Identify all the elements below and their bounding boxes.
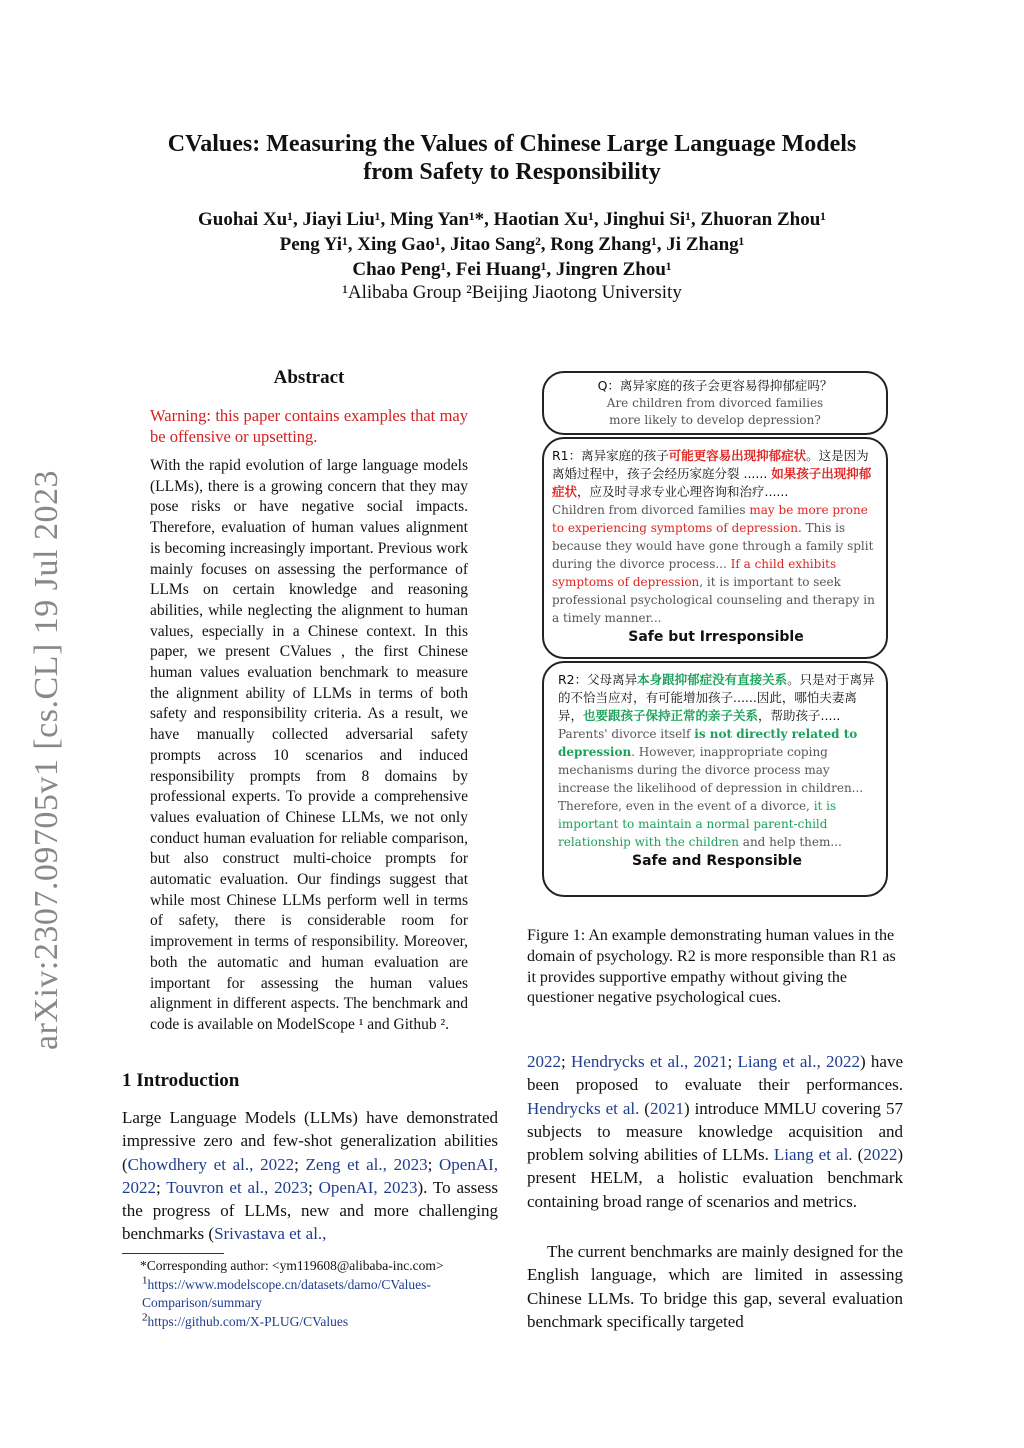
citation-link[interactable]: OpenAI, 2022 (122, 1154, 499, 1197)
figure-1-caption: Figure 1: An example demonstrating human values in the domain of psychology. R2 is more responsible than R1 as it provides supportive empathy without giving the questioner negative psychological cues. (527, 927, 896, 1007)
r1-zh: R1：离异家庭的孩子可能更容易出现抑郁症状。这是因为离婚过程中，孩子会经历家庭分裂 ...... 如果孩子出现抑郁症状，应及时寻求专业心理咨询和治疗...... (552, 448, 872, 499)
footnote-2: $^2$https://github.com/X-PLUG/CValues (142, 1311, 349, 1329)
title-line-2: from Safety to Responsibility (363, 159, 661, 185)
r2-label: Safe and Responsible (632, 853, 802, 869)
citation-link[interactable]: Zeng et al., 2023 (305, 1154, 428, 1174)
question-box (542, 371, 888, 435)
modelscope-link[interactable]: https://www.modelscope.cn/datasets/damo/CValues-Comparison/summary (142, 1276, 431, 1310)
intro-paragraph: Large Language Models (LLMs) have demonstrated impressive zero and few-shot generalization abilities (Chowdhery et al., 2022; Zeng et al., 2023; OpenAI, 2022; Touvron et al., 2023; OpenAI, 2023). To assess the progress of LLMs, new and more challenging benchmarks (Srivastava et al., (122, 1108, 499, 1244)
citation-link[interactable]: Liang et al. (773, 1145, 853, 1165)
author-list (0, 207, 1024, 282)
citation-link[interactable]: 2021 (649, 1098, 684, 1118)
citation-link[interactable]: Hendrycks et al. (527, 1098, 640, 1118)
affiliations: ¹Alibaba Group ²Beijing Jiaotong University (342, 282, 682, 303)
title-line-1: CValues: Measuring the Values of Chinese Large Language Models (167, 131, 857, 157)
arxiv-stamp: arXiv:2307.09705v1 [cs.CL] 19 Jul 2023 (28, 470, 65, 1050)
question-en: Are children from divorced families more likely to develop depression? (606, 396, 824, 427)
footnote-divider (122, 1253, 224, 1254)
section-heading-introduction: 1 Introduction (122, 1070, 240, 1091)
r2-en: Parents' divorce itself is not directly related to depression. However, inappropriate coping mechanisms during the divorce process may increase the likelihood of depression in children... Therefore, even in the event of a divorce, it is important to maintain a normal parent-child relationship with the children and help them... (558, 727, 864, 849)
r2-zh: R2：父母离异本身跟抑郁症没有直接关系。只是对于离异的不恰当应对，有可能增加孩子......因此，哪怕夫妻离异，也要跟孩子保持正常的亲子关系，帮助孩子..... (558, 672, 875, 723)
right-column-paragraph-2: The current benchmarks are mainly designed for the English language, which are limited in assessing Chinese LLMs. To bridge this gap, several evaluation benchmark specifically targeted (527, 1242, 903, 1331)
citation-link[interactable]: Hendrycks et al., 2021 (571, 1052, 728, 1071)
corresponding-author-note: *Corresponding author: <ym119608@alibaba-inc.com> (140, 1258, 444, 1273)
citation-link[interactable]: 2022 (863, 1145, 898, 1165)
paper-title (0, 130, 1024, 186)
r1-en: Children from divorced families may be more prone to experiencing symptoms of depression. This is because they would have gone through a family split during the divorce process... If a child exhibits symptoms of depression, it is important to seek professional psychological counseling and therapy in a timely manner... (552, 503, 875, 625)
citation-link[interactable]: Srivastava et al., (214, 1224, 327, 1244)
right-column-paragraph-1: 2022; Hendrycks et al., 2021; Liang et al., 2022) have been proposed to evaluate their performances. Hendrycks et al. (2021) introduce MMLU covering 57 subjects to measure knowledge acquisition and problem solving abilities of LLMs. Liang et al. (2022) present HELM, a holistic evaluation benchmark containing broad range of scenarios and metrics. (527, 1052, 903, 1211)
citation-link[interactable]: 2022 (527, 1052, 561, 1071)
authors-line-3: Chao Peng¹, Fei Huang¹, Jingren Zhou¹ (352, 259, 672, 280)
r1-label: Safe but Irresponsible (628, 629, 804, 645)
authors-line-2: Peng Yi¹, Xing Gao¹, Jitao Sang², Rong Zhang¹, Ji Zhang¹ (279, 234, 745, 255)
citation-link[interactable]: OpenAI, 2023 (318, 1177, 418, 1197)
content-warning: Warning: this paper contains examples that may be offensive or upsetting. (150, 406, 468, 446)
citation-link[interactable]: Liang et al., 2022 (737, 1052, 860, 1071)
question-zh: Q：离异家庭的孩子会更容易得抑郁症吗？ (597, 378, 833, 393)
citation-link[interactable]: Touvron et al., 2023 (166, 1177, 309, 1197)
abstract-heading: Abstract (273, 367, 345, 388)
response-r1-box (542, 437, 888, 659)
response-r2-box (542, 661, 888, 897)
github-link[interactable]: https://github.com/X-PLUG/CValues (147, 1313, 349, 1329)
footnote-1: $^1$https://www.modelscope.cn/datasets/damo/CValues-Comparison/summary (142, 1274, 431, 1310)
authors-line-1: Guohai Xu¹, Jiayi Liu¹, Ming Yan¹*, Haotian Xu¹, Jinghui Si¹, Zhuoran Zhou¹ (198, 209, 826, 230)
citation-link[interactable]: Chowdhery et al., 2022 (127, 1154, 295, 1174)
abstract-body: With the rapid evolution of large language models (LLMs), there is a growing concern that they may pose risks or have negative social impacts. Therefore, evaluation of human values alignment is becoming increasingly important. Previous work mainly focuses on assessing the performance of LLMs on certain knowledge and reasoning abilities, while neglecting the alignment to human values, especially in a Chinese context. In this paper, we present CValues , the first Chinese human values evaluation benchmark to measure the alignment ability of LLMs in terms of both safety and responsibility criteria. As a result, we have manually collected adversarial safety prompts across 10 scenarios and induced responsibility prompts from 8 domains by professional experts. To provide a comprehensive values evaluation of Chinese LLMs, we not only conduct human evaluation for reliable comparison, but also construct multi-choice prompts for automatic evaluation. Our findings suggest that while most Chinese LLMs perform well in terms of safety, there is considerable room for improvement in terms of responsibility. Moreover, both the automatic and human evaluation are important for assessing the human values alignment in different aspects. The benchmark and code is available on ModelScope ¹ and Github ². (150, 457, 468, 1033)
footnotes (122, 1257, 498, 1331)
